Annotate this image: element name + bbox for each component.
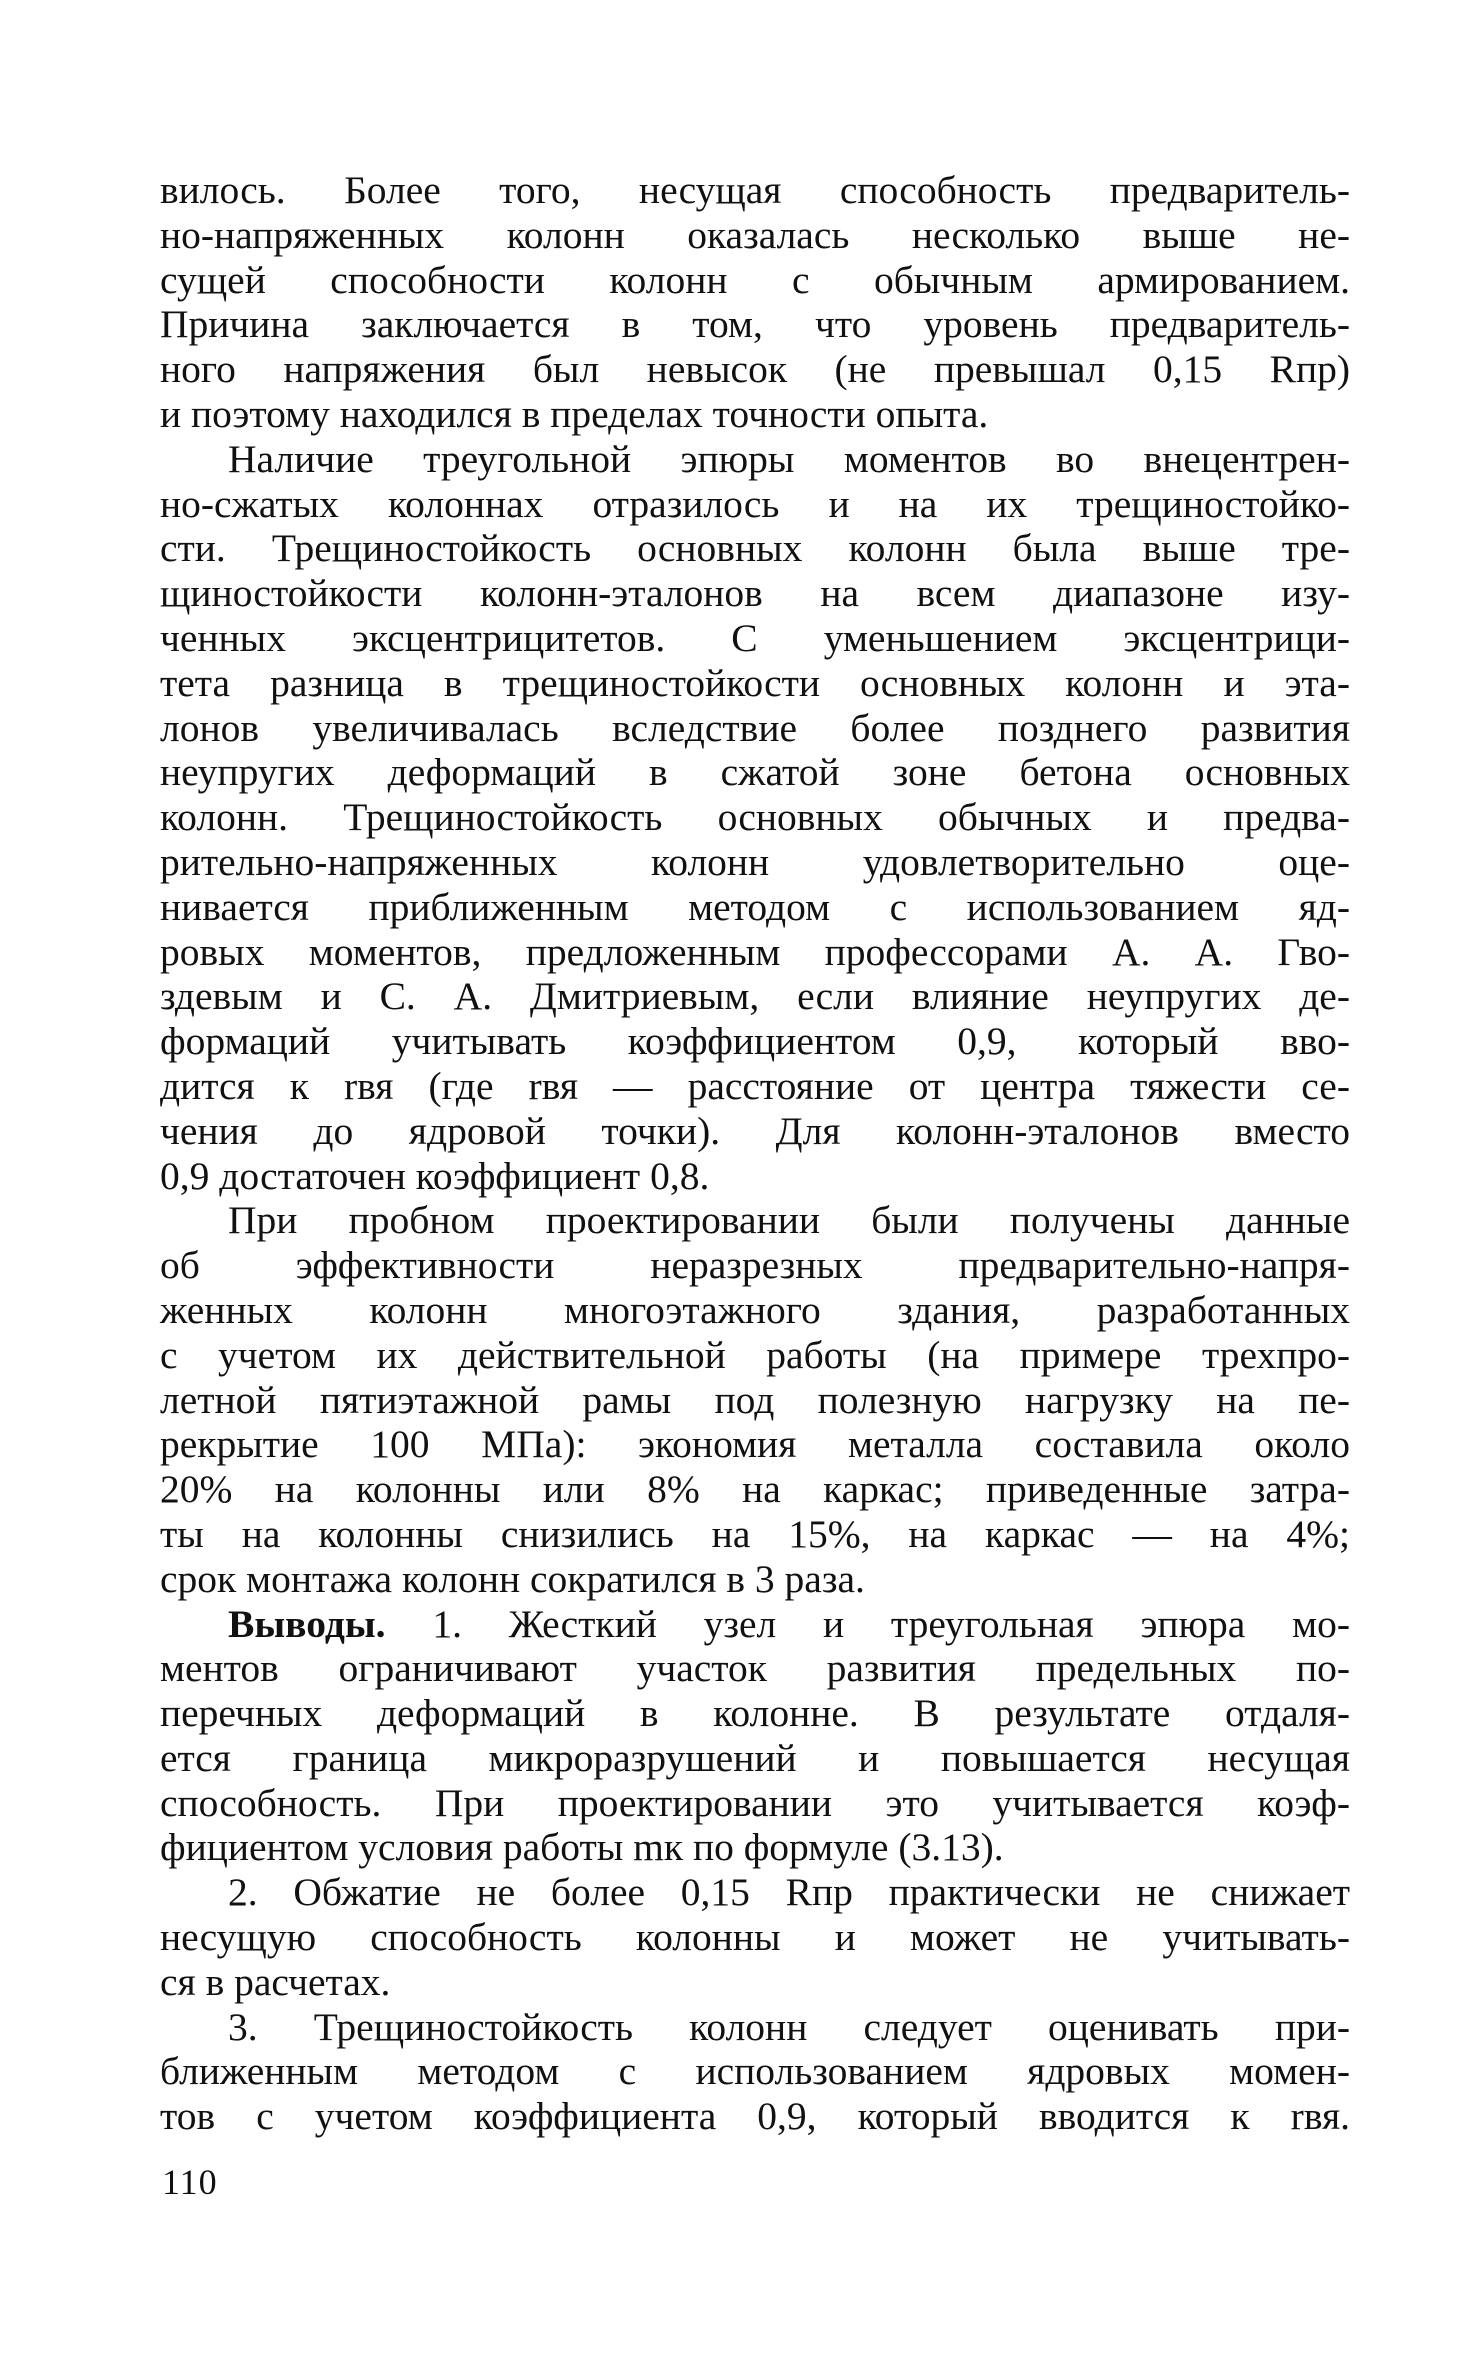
paragraph-1 [160,168,1350,437]
text-line: щиностойкости колонн-эталонов на всем диапазоне изу- [160,571,1350,616]
text-line: тета разница в трещиностойкости основных колонн и эта- [160,660,1350,705]
text-line: но-напряженных колонн оказалась несколько выше не- [160,212,1350,257]
text-line: Наличие треугольной эпюры моментов во внецентрен- [228,436,1350,481]
text-line: Причина заключается в том, что уровень предваритель- [160,302,1350,347]
paragraph-2 [160,437,1350,1199]
text-line: женных колонн многоэтажного здания, разработанных [160,1287,1350,1332]
conclusions-paragraph [160,1602,1350,1871]
conclusion-3 [160,2005,1350,2139]
conclusions-heading: Выводы. [228,1601,386,1646]
text-line: При пробном проектировании были получены данные [228,1198,1350,1243]
text-line: тов с учетом коэффициента 0,9, который вводится к rвя. [160,2094,1350,2139]
text-line: 2. Обжатие не более 0,15 Rпр практически не снижает [228,1870,1350,1915]
text-line: ченных эксцентрицитетов. С уменьшением эксцентрици- [160,615,1350,660]
text-line: сти. Трещиностойкость основных колонн была выше тре- [160,526,1350,571]
text-line-rest: 1. Жесткий узел и треугольная эпюра мо- [385,1601,1350,1646]
text-line: ется граница микроразрушений и повышается несущая [160,1735,1350,1780]
text-line: вилось. Более того, несущая способность предваритель- [160,168,1350,212]
text-line: колонн. Трещиностойкость основных обычных и предва- [160,795,1350,840]
text-line: ся в расчетах. [160,1959,391,2004]
page-number: 110 [162,2162,218,2202]
text-line: летной пятиэтажной рамы под полезную нагрузку на пе- [160,1377,1350,1422]
text-line: об эффективности неразрезных предварительно-напря- [160,1243,1350,1288]
text-line: 3. Трещиностойкость колонн следует оценивать при- [228,2004,1350,2049]
text-line: и поэтому находился в пределах точности опыта. [160,391,989,436]
text-line: несущую способность колонны и может не учитывать- [160,1915,1350,1960]
paragraph-3 [160,1198,1350,1601]
text-line: ты на колонны снизились на 15%, на каркас — на 4%; [160,1511,1350,1556]
text-line: ментов ограничивают участок развития предельных по- [160,1646,1350,1691]
text-line: чения до ядровой точки). Для колонн-эталонов вместо [160,1108,1350,1153]
text-line: способность. При проектировании это учитывается коэф- [160,1780,1350,1825]
text-line: нивается приближенным методом с использованием яд- [160,884,1350,929]
text-line: фициентом условия работы mк по формуле (3.13). [160,1825,1004,1870]
text-line: сущей способности колонн с обычным армированием. [160,257,1350,302]
text-line: срок монтажа колонн сократился в 3 раза. [160,1556,865,1601]
text-line: 0,9 достаточен коэффициент 0,8. [160,1153,710,1198]
text-line: ровых моментов, предложенным профессорами А. А. Гво- [160,929,1350,974]
page-body [160,168,1350,2139]
text-line: ного напряжения был невысок (не превышал 0,15 Rпр) [160,347,1350,392]
text-line: дится к rвя (где rвя — расстояние от центра тяжести се- [160,1063,1350,1108]
text-line: рительно-напряженных колонн удовлетворительно оце- [160,839,1350,884]
text-line: но-сжатых колоннах отразилось и на их трещиностойко- [160,481,1350,526]
conclusion-2 [160,1870,1350,2004]
text-line: ближенным методом с использованием ядровых момен- [160,2049,1350,2094]
text-line: неупругих деформаций в сжатой зоне бетона основных [160,750,1350,795]
text-line: формаций учитывать коэффициентом 0,9, который вво- [160,1019,1350,1064]
text-line: здевым и С. А. Дмитриевым, если влияние неупругих де- [160,974,1350,1019]
text-line: перечных деформаций в колонне. В результате отдаля- [160,1691,1350,1736]
text-line [160,1602,1350,1647]
text-line: 20% на колонны или 8% на каркас; приведенные затра- [160,1467,1350,1512]
text-line: лонов увеличивалась вследствие более позднего развития [160,705,1350,750]
text-line: с учетом их действительной работы (на примере трехпро- [160,1332,1350,1377]
text-line: рекрытие 100 МПа): экономия металла составила около [160,1422,1350,1467]
